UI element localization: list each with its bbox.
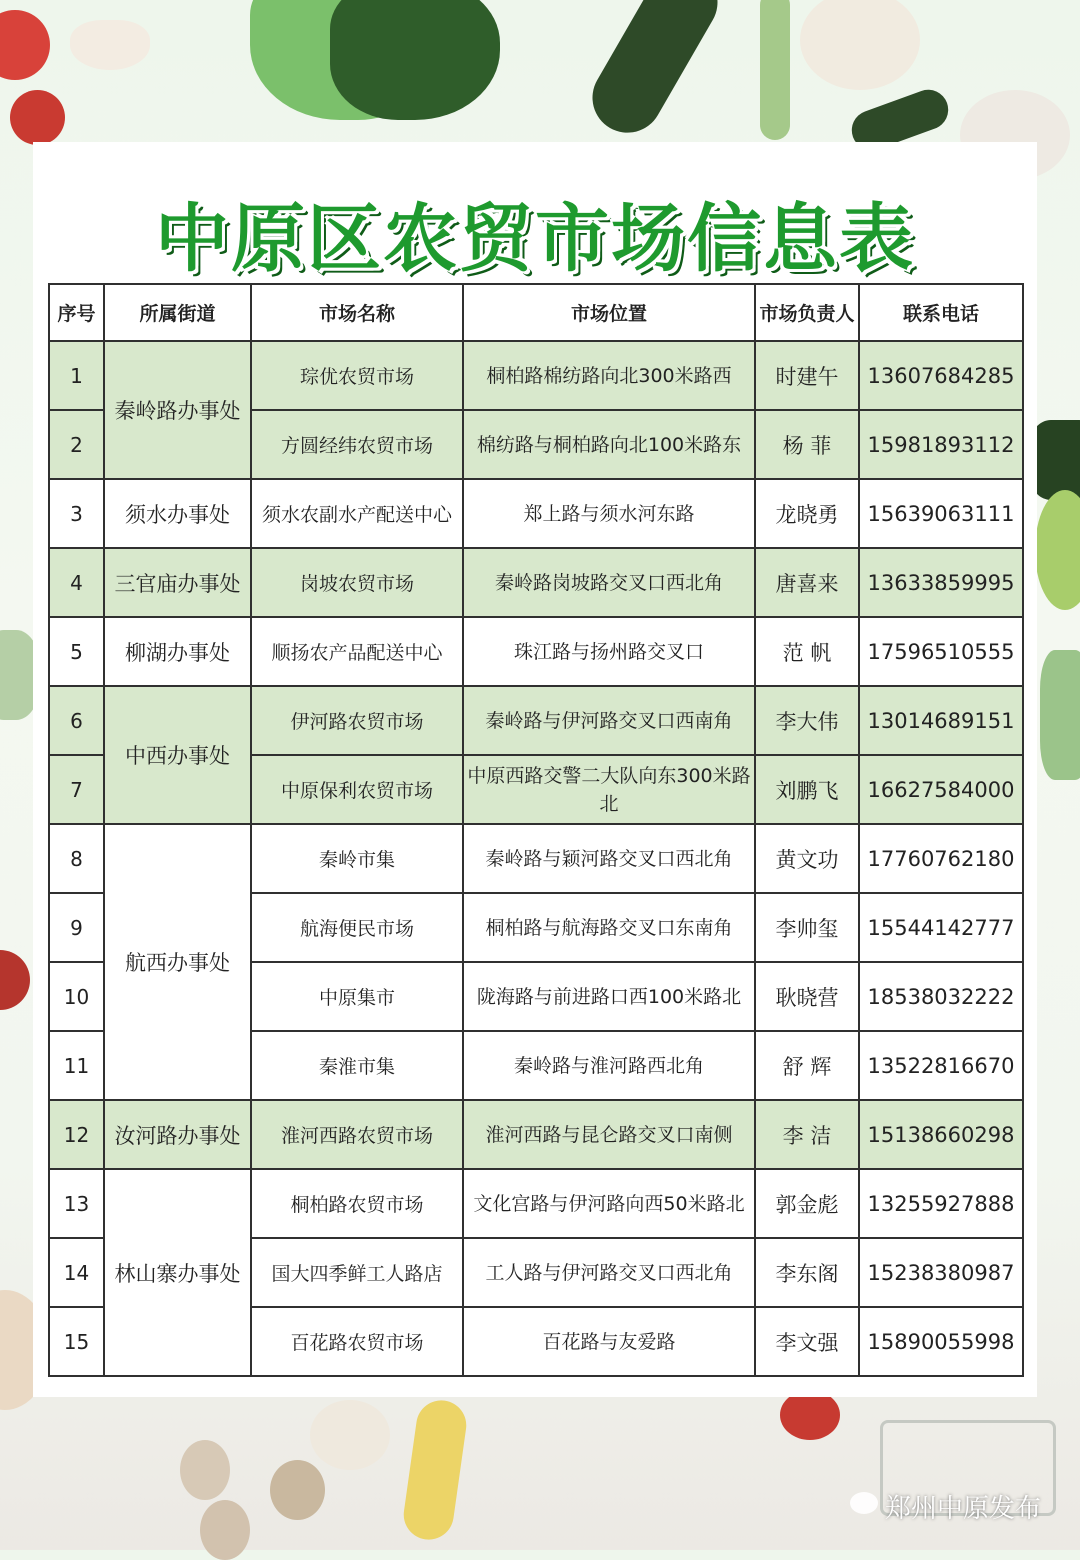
row-phone: 15138660298: [859, 1100, 1023, 1169]
row-location: 淮河西路与昆仑路交叉口南侧: [463, 1100, 755, 1169]
header-phone: 联系电话: [859, 284, 1023, 341]
row-no: 13: [49, 1169, 104, 1238]
row-no: 9: [49, 893, 104, 962]
page-title: 中原区农贸市场信息表: [155, 196, 915, 282]
row-no: 15: [49, 1307, 104, 1376]
table-row: [49, 686, 1023, 755]
row-market-name: 国大四季鲜工人路店: [251, 1238, 463, 1307]
mushroom-decoration: [800, 0, 920, 90]
row-location: 郑上路与须水河东路: [463, 479, 755, 548]
row-person: 李东阁: [755, 1238, 859, 1307]
row-no: 5: [49, 617, 104, 686]
row-location: 珠江路与扬州路交叉口: [463, 617, 755, 686]
header-no: 序号: [49, 284, 104, 341]
corn-decoration: [401, 1397, 470, 1543]
row-street: 须水办事处: [104, 479, 251, 548]
row-person: 郭金彪: [755, 1169, 859, 1238]
table-row: [49, 479, 1023, 548]
row-no: 6: [49, 686, 104, 755]
table-row: [49, 1100, 1023, 1169]
header-market-name: 市场名称: [251, 284, 463, 341]
row-location: 工人路与伊河路交叉口西北角: [463, 1238, 755, 1307]
row-person: 唐喜来: [755, 548, 859, 617]
row-street: 柳湖办事处: [104, 617, 251, 686]
row-person: 龙晓勇: [755, 479, 859, 548]
row-location: 秦岭路与颖河路交叉口西北角: [463, 824, 755, 893]
header-street: 所属街道: [104, 284, 251, 341]
row-person: 杨 菲: [755, 410, 859, 479]
scallion-decoration: [1040, 650, 1080, 780]
row-phone: 13255927888: [859, 1169, 1023, 1238]
pepper-decoration: [330, 0, 500, 120]
header-person: 市场负责人: [755, 284, 859, 341]
row-market-name: 伊河路农贸市场: [251, 686, 463, 755]
row-phone: 16627584000: [859, 755, 1023, 824]
row-person: 时建午: [755, 341, 859, 410]
row-person: 李帅玺: [755, 893, 859, 962]
row-market-name: 须水农副水产配送中心: [251, 479, 463, 548]
eggplant-decoration: [1030, 420, 1080, 500]
row-street: 中西办事处: [104, 686, 251, 824]
row-person: 李 洁: [755, 1100, 859, 1169]
watermark: 郑州中原发布: [885, 1494, 1042, 1524]
apple-decoration: [1035, 490, 1080, 610]
row-location: 中原西路交警二大队向东300米路北: [463, 755, 755, 824]
row-market-name: 岗坡农贸市场: [251, 548, 463, 617]
row-location: 百花路与友爱路: [463, 1307, 755, 1376]
row-no: 8: [49, 824, 104, 893]
tomato-decoration: [10, 90, 65, 145]
row-street: 秦岭路办事处: [104, 341, 251, 479]
row-person: 范 帆: [755, 617, 859, 686]
tomato-decoration: [0, 950, 30, 1010]
row-market-name: 中原保利农贸市场: [251, 755, 463, 824]
row-street: 林山寨办事处: [104, 1169, 251, 1376]
table-header-row: [49, 284, 1023, 341]
row-market-name: 航海便民市场: [251, 893, 463, 962]
cucumber-decoration: [580, 0, 731, 145]
row-phone: 15890055998: [859, 1307, 1023, 1376]
row-no: 10: [49, 962, 104, 1031]
row-location: 桐柏路与航海路交叉口东南角: [463, 893, 755, 962]
table-row: [49, 548, 1023, 617]
row-no: 4: [49, 548, 104, 617]
row-market-name: 秦淮市集: [251, 1031, 463, 1100]
table-row: [49, 1169, 1023, 1238]
wechat-icon: [850, 1492, 878, 1514]
row-street: 三官庙办事处: [104, 548, 251, 617]
row-market-name: 琮优农贸市场: [251, 341, 463, 410]
table-row: [49, 824, 1023, 893]
row-phone: 13522816670: [859, 1031, 1023, 1100]
row-street: 航西办事处: [104, 824, 251, 1100]
row-street: 汝河路办事处: [104, 1100, 251, 1169]
asparagus-decoration: [760, 0, 790, 140]
row-phone: 13607684285: [859, 341, 1023, 410]
tomato-decoration: [0, 10, 50, 80]
row-no: 12: [49, 1100, 104, 1169]
row-phone: 13014689151: [859, 686, 1023, 755]
row-phone: 15639063111: [859, 479, 1023, 548]
row-phone: 18538032222: [859, 962, 1023, 1031]
row-phone: 13633859995: [859, 548, 1023, 617]
row-phone: 15544142777: [859, 893, 1023, 962]
row-phone: 17760762180: [859, 824, 1023, 893]
row-person: 李文强: [755, 1307, 859, 1376]
row-location: 秦岭路与伊河路交叉口西南角: [463, 686, 755, 755]
row-person: 刘鹏飞: [755, 755, 859, 824]
row-market-name: 桐柏路农贸市场: [251, 1169, 463, 1238]
row-location: 桐柏路棉纺路向北300米路西: [463, 341, 755, 410]
row-no: 3: [49, 479, 104, 548]
row-phone: 17596510555: [859, 617, 1023, 686]
row-market-name: 百花路农贸市场: [251, 1307, 463, 1376]
row-person: 李大伟: [755, 686, 859, 755]
row-no: 7: [49, 755, 104, 824]
row-location: 文化宫路与伊河路向西50米路北: [463, 1169, 755, 1238]
row-phone: 15981893112: [859, 410, 1023, 479]
table-row: [49, 617, 1023, 686]
header-location: 市场位置: [463, 284, 755, 341]
row-market-name: 秦岭市集: [251, 824, 463, 893]
market-table: [48, 283, 1024, 1377]
row-market-name: 淮河西路农贸市场: [251, 1100, 463, 1169]
info-card: [33, 142, 1037, 1397]
egg-decoration: [180, 1440, 230, 1500]
row-location: 秦岭路与淮河路西北角: [463, 1031, 755, 1100]
row-no: 14: [49, 1238, 104, 1307]
row-market-name: 中原集市: [251, 962, 463, 1031]
tomato-decoration: [780, 1390, 840, 1440]
row-person: 耿晓营: [755, 962, 859, 1031]
garlic-decoration: [310, 1400, 390, 1470]
table-row: [49, 341, 1023, 410]
row-market-name: 顺扬农产品配送中心: [251, 617, 463, 686]
row-location: 棉纺路与桐柏路向北100米路东: [463, 410, 755, 479]
row-no: 1: [49, 341, 104, 410]
row-phone: 15238380987: [859, 1238, 1023, 1307]
row-location: 陇海路与前进路口西100米路北: [463, 962, 755, 1031]
row-person: 黄文功: [755, 824, 859, 893]
row-no: 2: [49, 410, 104, 479]
mushroom-decoration: [70, 20, 150, 70]
row-person: 舒 辉: [755, 1031, 859, 1100]
egg-decoration: [200, 1500, 250, 1560]
row-no: 11: [49, 1031, 104, 1100]
row-location: 秦岭路岗坡路交叉口西北角: [463, 548, 755, 617]
row-market-name: 方圆经纬农贸市场: [251, 410, 463, 479]
egg-decoration: [270, 1460, 325, 1520]
